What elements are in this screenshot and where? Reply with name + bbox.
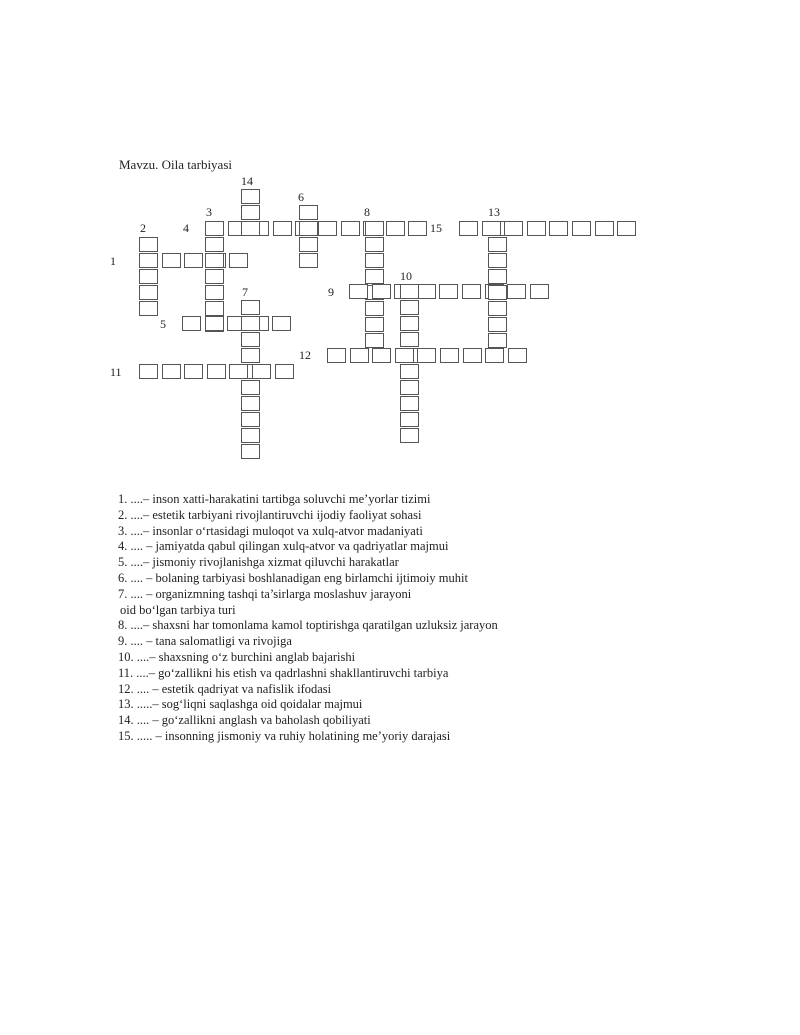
- crossword-cell[interactable]: [365, 253, 384, 268]
- crossword-cell[interactable]: [205, 253, 224, 268]
- clue-number-6: 6: [298, 190, 304, 204]
- clue-12: 12. .... – estetik qadriyat va nafislik ifodasi: [118, 681, 332, 696]
- clue-6: 6. .... – bolaning tarbiyasi boshlanadigan eng birlamchi ijtimoiy muhit: [118, 570, 468, 585]
- crossword-cell[interactable]: [139, 269, 158, 284]
- crossword-cell[interactable]: [241, 380, 260, 395]
- crossword-cell[interactable]: [365, 221, 384, 236]
- crossword-cell[interactable]: [488, 285, 507, 300]
- clue-number-2: 2: [140, 221, 146, 235]
- crossword-cell[interactable]: [527, 221, 546, 236]
- crossword-cell[interactable]: [229, 364, 248, 379]
- crossword-cell[interactable]: [400, 332, 419, 347]
- crossword-cell[interactable]: [139, 253, 158, 268]
- crossword-cell[interactable]: [241, 189, 260, 204]
- crossword-cell[interactable]: [488, 317, 507, 332]
- crossword-cell[interactable]: [349, 284, 368, 299]
- crossword-cell[interactable]: [463, 348, 482, 363]
- clue-number-11: 11: [110, 365, 122, 379]
- clue-number-1: 1: [110, 254, 116, 268]
- crossword-cell[interactable]: [400, 396, 419, 411]
- crossword-cell[interactable]: [241, 396, 260, 411]
- crossword-cell[interactable]: [400, 364, 419, 379]
- crossword-cell[interactable]: [229, 253, 248, 268]
- crossword-cell[interactable]: [299, 221, 318, 236]
- crossword-cell[interactable]: [459, 221, 478, 236]
- crossword-cell[interactable]: [372, 284, 391, 299]
- crossword-cell[interactable]: [617, 221, 636, 236]
- clue-2: 2. ....– estetik tarbiyani rivojlantiruvchi ijodiy faoliyat sohasi: [118, 507, 422, 522]
- clue-number-8: 8: [364, 205, 370, 219]
- crossword-cell[interactable]: [241, 428, 260, 443]
- clue-13: 13. .....– sog‘liqni saqlashga oid qoidalar majmui: [118, 697, 363, 712]
- clue-number-7: 7: [242, 285, 248, 299]
- crossword-cell[interactable]: [400, 300, 419, 315]
- crossword-cell[interactable]: [241, 332, 260, 347]
- crossword-cell[interactable]: [299, 253, 318, 268]
- clue-11: 11. ....– go‘zallikni his etish va qadrlashni shakllantiruvchi tarbiya: [118, 665, 449, 680]
- crossword-cell[interactable]: [184, 253, 203, 268]
- crossword-cell[interactable]: [400, 316, 419, 331]
- crossword-cell[interactable]: [386, 221, 405, 236]
- crossword-cell[interactable]: [299, 237, 318, 252]
- crossword-cell[interactable]: [327, 348, 346, 363]
- crossword-cell[interactable]: [365, 333, 384, 348]
- clue-5: 5. ....– jismoniy rivojlanishga xizmat qiluvchi harakatlar: [118, 555, 399, 570]
- crossword-cell[interactable]: [205, 301, 224, 316]
- crossword-cell[interactable]: [504, 221, 523, 236]
- clue-15: 15. ..... – insonning jismoniy va ruhiy holatining me’yoriy darajasi: [118, 728, 451, 743]
- page-title: Mavzu. Oila tarbiyasi: [119, 157, 232, 172]
- crossword-cell[interactable]: [408, 221, 427, 236]
- crossword-cell[interactable]: [241, 205, 260, 220]
- crossword-cell[interactable]: [241, 444, 260, 459]
- crossword-cell[interactable]: [488, 269, 507, 284]
- clue-number-3: 3: [206, 205, 212, 219]
- crossword-cell[interactable]: [318, 221, 337, 236]
- crossword-cell[interactable]: [205, 269, 224, 284]
- clue-7-continuation: oid bo‘lgan tarbiya turi: [120, 602, 236, 617]
- crossword-cell[interactable]: [162, 364, 181, 379]
- crossword-cell[interactable]: [530, 284, 549, 299]
- crossword-cell[interactable]: [241, 316, 260, 331]
- clue-9: 9. .... – tana salomatligi va rivojiga: [118, 634, 292, 649]
- crossword-cell[interactable]: [273, 221, 292, 236]
- crossword-cell[interactable]: [439, 284, 458, 299]
- crossword-cell[interactable]: [182, 316, 201, 331]
- crossword-cell[interactable]: [139, 237, 158, 252]
- crossword-cell[interactable]: [139, 301, 158, 316]
- crossword-cell[interactable]: [395, 348, 414, 363]
- clue-10: 10. ....– shaxsning o‘z burchini anglab bajarishi: [118, 649, 356, 664]
- crossword-cell[interactable]: [205, 237, 224, 252]
- clue-number-14: 14: [241, 174, 253, 188]
- crossword-cell[interactable]: [241, 300, 260, 315]
- crossword-cell[interactable]: [162, 253, 181, 268]
- crossword-cell[interactable]: [400, 412, 419, 427]
- crossword-cell[interactable]: [365, 237, 384, 252]
- crossword-cell[interactable]: [341, 221, 360, 236]
- crossword-cell[interactable]: [400, 284, 419, 299]
- clue-number-13: 13: [488, 205, 500, 219]
- crossword-cell[interactable]: [488, 253, 507, 268]
- clue-1: 1. ....– inson xatti-harakatini tartibga soluvchi me’yorlar tizimi: [118, 492, 431, 506]
- crossword-cell[interactable]: [572, 221, 591, 236]
- crossword-cell[interactable]: [139, 364, 158, 379]
- crossword-cell[interactable]: [485, 348, 504, 363]
- crossword-cell[interactable]: [139, 285, 158, 300]
- crossword-cell[interactable]: [241, 412, 260, 427]
- crossword-cell[interactable]: [508, 348, 527, 363]
- crossword-cell[interactable]: [488, 301, 507, 316]
- clue-8: 8. ....– shaxsni har tomonlama kamol toptirishga qaratilgan uzluksiz jarayon: [118, 618, 498, 633]
- crossword-cell[interactable]: [400, 428, 419, 443]
- crossword-cell[interactable]: [440, 348, 459, 363]
- crossword-cell[interactable]: [205, 221, 224, 236]
- crossword-cell[interactable]: [488, 333, 507, 348]
- crossword-cell[interactable]: [365, 317, 384, 332]
- crossword-cell[interactable]: [488, 237, 507, 252]
- crossword-cell[interactable]: [365, 301, 384, 316]
- clue-number-5: 5: [160, 317, 166, 331]
- crossword-cell[interactable]: [241, 221, 260, 236]
- crossword-cell[interactable]: [350, 348, 369, 363]
- crossword-cell[interactable]: [482, 221, 501, 236]
- clue-7: 7. .... – organizmning tashqi ta’sirlarga moslashuv jarayoni: [118, 586, 412, 601]
- crossword-cell[interactable]: [272, 316, 291, 331]
- crossword-cell[interactable]: [372, 348, 391, 363]
- crossword-cell[interactable]: [299, 205, 318, 220]
- crossword-cell[interactable]: [205, 316, 224, 331]
- crossword-cell[interactable]: [417, 348, 436, 363]
- crossword-cell[interactable]: [252, 364, 271, 379]
- clue-number-4: 4: [183, 221, 189, 235]
- crossword-cell[interactable]: [400, 380, 419, 395]
- crossword-cell[interactable]: [507, 284, 526, 299]
- clue-number-9: 9: [328, 285, 334, 299]
- clue-number-10: 10: [400, 269, 412, 283]
- clue-list: [118, 492, 718, 745]
- clue-3: 3. ....– insonlar o‘rtasidagi muloqot va xulq-atvor madaniyati: [118, 523, 423, 538]
- clue-number-12: 12: [299, 348, 311, 362]
- crossword-cell[interactable]: [417, 284, 436, 299]
- crossword-cell[interactable]: [275, 364, 294, 379]
- crossword-cell[interactable]: [207, 364, 226, 379]
- clue-number-15: 15: [430, 221, 442, 235]
- crossword-cell[interactable]: [595, 221, 614, 236]
- crossword-cell[interactable]: [462, 284, 481, 299]
- crossword-cell[interactable]: [184, 364, 203, 379]
- crossword-cell[interactable]: [549, 221, 568, 236]
- clue-14: 14. .... – go‘zallikni anglash va baholash qobiliyati: [118, 713, 371, 728]
- crossword-cell[interactable]: [241, 348, 260, 363]
- clue-4: 4. .... – jamiyatda qabul qilingan xulq-atvor va qadriyatlar majmui: [118, 539, 449, 554]
- crossword-cell[interactable]: [205, 285, 224, 300]
- crossword-cell[interactable]: [365, 269, 384, 284]
